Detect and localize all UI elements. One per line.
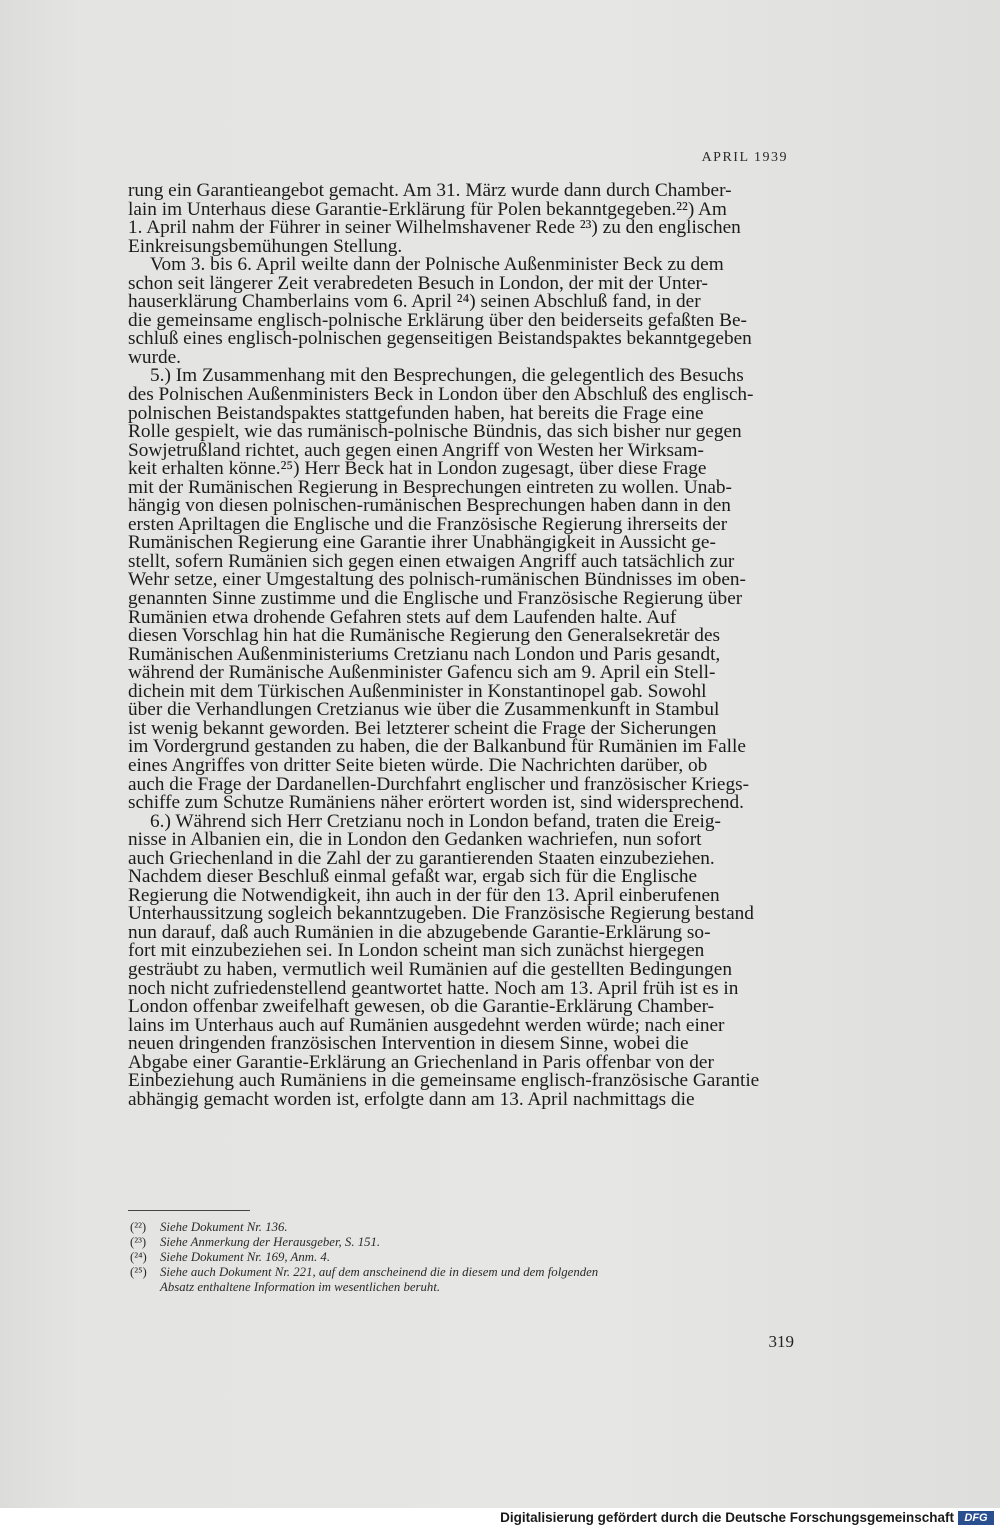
footnote: [130, 1235, 800, 1250]
page-number: 319: [768, 1332, 794, 1351]
footnote: [130, 1220, 800, 1235]
body-line: Regierung die Notwendigkeit, ihn auch in der für den 13. April einberufenen: [128, 884, 720, 906]
body-line: ist wenig bekannt geworden. Bei letzterer scheint die Frage der Sicherungen: [128, 717, 717, 739]
body-line: des Polnischen Außenministers Beck in London über den Abschluß des englisch-: [128, 384, 754, 406]
body-line: neuen dringenden französischen Intervention in diesem Sinne, wobei die: [128, 1033, 689, 1055]
body-line: im Vordergrund gestanden zu haben, die der Balkanbund für Rumänien im Falle: [128, 736, 746, 758]
body-line: rung ein Garantieangebot gemacht. Am 31. März wurde dann durch Chamber-: [128, 180, 732, 201]
body-line: Nachdem dieser Beschluß einmal gefaßt war, ergab sich für die Englische: [128, 866, 698, 888]
dfg-logo: DFG: [958, 1511, 994, 1525]
footnote-rule: [128, 1210, 250, 1211]
body-line: die gemeinsame englisch-polnische Erklärung über den beiderseits gefaßten Be-: [128, 309, 747, 331]
footnote: [130, 1250, 800, 1265]
body-line: stellt, sofern Rumänien sich gegen einen etwaigen Angriff auch tatsächlich zur: [128, 550, 735, 572]
body-line: lains im Unterhaus auch auf Rumänien ausgedehnt werden würde; nach einer: [128, 1014, 725, 1036]
body-line: Einbeziehung auch Rumäniens in die gemeinsame englisch-französische Garantie: [128, 1070, 760, 1092]
footnote-mark: (²³): [130, 1235, 147, 1249]
body-line: Sowjetrußland richtet, auch gegen einen Angriff von Westen her Wirksam-: [128, 439, 704, 461]
body-line: hängig von diesen polnischen-rumänischen Besprechungen haben dann in den: [128, 495, 731, 517]
body-line: wurde.: [128, 346, 182, 368]
body-line: London offenbar zweifelhaft gewesen, ob die Garantie-Erklärung Chamber-: [128, 996, 715, 1018]
footnote-continuation: Absatz enthaltene Information im wesentlichen beruht.: [160, 1280, 441, 1294]
body-line: hauserklärung Chamberlains vom 6. April ²⁴) seinen Abschluß fand, in der: [128, 291, 701, 313]
body-line: lain im Unterhaus diese Garantie-Erklärung für Polen bekanntgegeben.²²) Am: [128, 198, 727, 220]
body-line: Einkreisungsbemühungen Stellung.: [128, 235, 403, 257]
footer-credit: Digitalisierung gefördert durch die Deutsche Forschungsgemeinschaft: [500, 1510, 954, 1525]
body-line: während der Rumänische Außenminister Gafencu sich am 9. April ein Stell-: [128, 662, 716, 684]
body-line: Unterhaussitzung sogleich bekanntzugeben. Die Französische Regierung bestand: [128, 903, 754, 925]
body-line: fort mit einzubeziehen sei. In London scheint man sich zunächst hiergegen: [128, 940, 705, 962]
body-line: nun darauf, daß auch Rumänien in die abzugebende Garantie-Erklärung so-: [128, 921, 711, 943]
body-line: 1. April nahm der Führer in seiner Wilhelmshavener Rede ²³) zu den englischen: [128, 217, 741, 239]
body-line: dichein mit dem Türkischen Außenminister in Konstantinopel gab. Sowohl: [128, 680, 707, 702]
body-line: 6.) Während sich Herr Cretzianu noch in London befand, traten die Ereig-: [150, 810, 721, 832]
footnote-mark: (²⁵): [130, 1265, 147, 1279]
body-line: gesträubt zu haben, vermutlich weil Rumänien auf die gestellten Bedingungen: [128, 958, 732, 980]
body-line: Rumänischen Regierung eine Garantie ihrer Unabhängigkeit in Aussicht ge-: [128, 532, 716, 554]
body-line: schiffe zum Schutze Rumäniens näher erörtert worden ist, sind widersprechend.: [128, 792, 744, 814]
body-line: Wehr setze, einer Umgestaltung des polnisch-rumänischen Bündnisses im oben-: [128, 569, 746, 591]
body-line: abhängig gemacht worden ist, erfolgte dann am 13. April nachmittags die: [128, 1088, 695, 1110]
footnote-text: Siehe Dokument Nr. 169, Anm. 4.: [160, 1250, 331, 1264]
body-line: polnischen Beistandspaktes stattgefunden haben, hat bereits die Frage eine: [128, 402, 704, 424]
footer-bar: [0, 1508, 1000, 1529]
footnote: [130, 1265, 800, 1280]
body-line: noch nicht zufriedenstellend geantwortet hatte. Noch am 13. April früh ist es in: [128, 977, 739, 999]
body-text: [128, 182, 794, 1109]
footnote-mark: (²⁴): [130, 1250, 147, 1264]
body-line: Rumänischen Außenministeriums Cretzianu nach London und Paris gesandt,: [128, 643, 721, 665]
body-line: schluß eines englisch-polnischen gegenseitigen Beistandspaktes bekanntgegeben: [128, 328, 752, 350]
body-line: Rolle gespielt, wie das rumänisch-polnische Bündnis, das sich bisher nur gegen: [128, 421, 742, 443]
body-line: schon seit längerer Zeit verabredeten Besuch in London, der mit der Unter-: [128, 272, 708, 294]
body-line: diesen Vorschlag hin hat die Rumänische Regierung den Generalsekretär des: [128, 625, 721, 647]
footnote-text: Siehe Anmerkung der Herausgeber, S. 151.: [160, 1235, 381, 1249]
footnotes: [130, 1220, 800, 1295]
body-line: Vom 3. bis 6. April weilte dann der Polnische Außenminister Beck zu dem: [150, 254, 724, 276]
body-line: nisse in Albanien ein, die in London den Gedanken wachriefen, nun sofort: [128, 829, 702, 851]
body-line: auch die Frage der Dardanellen-Durchfahrt englischer und französischer Kriegs-: [128, 773, 750, 795]
body-line: eines Angriffes von dritter Seite bieten würde. Die Nachrichten darüber, ob: [128, 754, 708, 776]
body-line: auch Griechenland in die Zahl der zu garantierenden Staaten einzubeziehen.: [128, 847, 715, 869]
body-line: über die Verhandlungen Cretzianus wie über die Zusammenkunft in Stambul: [128, 699, 720, 721]
body-line: genannten Sinne zustimme und die Englische und Französische Regierung über: [128, 588, 743, 610]
body-line: Rumänien etwa drohende Gefahren stets auf dem Laufenden halte. Auf: [128, 606, 677, 628]
running-head: APRIL 1939: [701, 150, 788, 165]
body-line: ersten Apriltagen die Englische und die Französische Regierung ihrerseits der: [128, 513, 728, 535]
body-line: keit erhalten könne.²⁵) Herr Beck hat in London zugesagt, über diese Frage: [128, 458, 707, 480]
body-line: 5.) Im Zusammenhang mit den Besprechungen, die gelegentlich des Besuchs: [150, 365, 744, 387]
footnote-text: Siehe auch Dokument Nr. 221, auf dem anscheinend die in diesem und dem folgenden: [160, 1265, 599, 1279]
body-line: mit der Rumänischen Regierung in Besprechungen eintreten zu wollen. Unab-: [128, 476, 732, 498]
body-line: Abgabe einer Garantie-Erklärung an Griechenland in Paris offenbar von der: [128, 1051, 714, 1073]
footnote-text: Siehe Dokument Nr. 136.: [160, 1220, 288, 1234]
footnote-mark: (²²): [130, 1220, 147, 1234]
